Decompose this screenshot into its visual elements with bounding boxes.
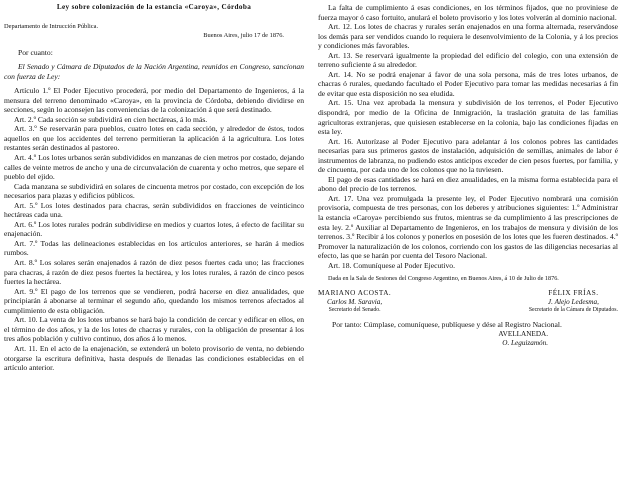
- secretary-name: J. Alejo Ledesma,: [547, 298, 599, 307]
- department-line: Departamento de Intrucción Pública.: [4, 23, 99, 30]
- article-paragraph: Art. 9.º El pago de los terrenos que se vendieren, podrá hacerse en diez anualidades, que principiarán á abonarse al terminar el segundo año, quedando los mismos terrenos afectados al cumplimiento de esta obligación.: [4, 286, 304, 315]
- final-signatures: [318, 330, 548, 348]
- article-paragraph: Art. 4.º Los lotes urbanos serán subdivididos en manzanas de cien metros por costado, dejando calles de veinte metros de ancho y una de circunvalación de cuarenta y ocho metros, que separe el pueblo del ejido.: [4, 153, 304, 182]
- article-paragraph: Artículo 1.º El Poder Ejecutivo procederá, por medio del Departamento de Ingenieros, á la mensura del terreno denominado «Caroya», en la provincia de Córdoba, debiendo dividirse en secciones, según lo aconsejen las conveniencias de la colonización á que será destinado.: [4, 86, 304, 115]
- article-paragraph: Art. 18. Comuníquese al Poder Ejecutivo.: [328, 260, 455, 270]
- signatory-name: MARIANO ACOSTA.: [318, 289, 392, 298]
- signatures: [318, 289, 618, 314]
- article-paragraph: Art. 7.º Todas las delineaciones establecidas en los artículos anteriores, se harán á medios rumbos.: [4, 238, 304, 258]
- preamble: El Senado y Cámara de Diputados de la Nación Argentina, reunidos en Congreso, sancionan con fuerza de Ley:: [4, 62, 304, 81]
- article-paragraph: El pago de esas cantidades se hará en diez anualidades, en la misma forma establecida para el abono del precio de los terrenos.: [318, 174, 618, 194]
- article-paragraph: Art. 17. Una vez promulgada la presente ley, el Poder Ejecutivo nombrará una comisión provisoria, compuesta de tres personas, con los deberes y atribuciones siguientes: 1.º Administrar la estancia «Caroya» percibiendo sus frutos, mientras se da cumplimiento á las prescripciones de esta ley. 2.º Auxiliar al Departamento de Ingenieros, en los trabajos de mensura y división de los terrenos. 3.º Recibir á los colonos y ponerlos en posesión de los lotes que les fueren destinados. 4.º Promover la naturalización de los colonos, corriendo con los gastos de las diligencias necesarias al efecto, las que se harán por cuenta del Tesoro Nacional.: [318, 193, 618, 261]
- article-paragraph: Art. 5.º Los lotes destinados para chacras, serán subdivididos en fracciones de veinticinco hectáreas cada una.: [4, 200, 304, 220]
- right-column: [318, 3, 618, 348]
- minister-name: O. Leguizamón.: [502, 339, 548, 348]
- article-paragraph: Cada manzana se subdividirá en solares de cincuenta metros por costado, con excepción de los necesarios para plazas y edificios públicos.: [4, 181, 304, 201]
- article-paragraph: Art. 16. Autorízase al Poder Ejecutivo para adelantar á los colonos pobres las cantidades necesarias para sus primeros gastos de instalación, adquisición de semillas, animales de labor é instrumentos de labranza, no pudiendo estos anticipos exceder de cien pesos fuertes, por familia, y de cincuenta, por cada uno de los colonos que no la tuviesen.: [318, 136, 618, 175]
- signature-deputies: [529, 289, 618, 314]
- por-cuanto: Por cuanto:: [18, 48, 53, 57]
- secretary-name: Carlos M. Saravia,: [327, 298, 383, 307]
- article-paragraph: Art. 11. En el acto de la enajenación, se extenderá un boleto provisorio de venta, no debiendo otorgarse la escritura definitiva, hasta después de llenadas las condiciones establecidas en el artículo anterior.: [4, 343, 304, 373]
- president-name: AVELLANEDA.: [498, 329, 548, 338]
- signatory-name: FÉLIX FRÍAS.: [548, 289, 599, 298]
- article-paragraph: Art. 14. No se podrá enajenar á favor de una sola persona, más de tres lotes urbanos, de chacras ó rurales, quedando facultado el Poder Ejecutivo para tomar las medidas necesarias á fin de evitar que esta disposición no sea eludida.: [318, 69, 618, 98]
- article-paragraph: Art. 13. Se reservará igualmente la propiedad del edificio del colegio, con una extensión de terreno suficiente á su alrededor.: [318, 50, 618, 70]
- article-paragraph: La falta de cumplimiento á esas condiciones, en los términos fijados, que no proviniese de fuerza mayor ó caso fortuito, anulará el boleto provisorio y los lotes volverán al dominio nacional.: [318, 3, 618, 22]
- enactment-line: Dada en la Sala de Sesiones del Congreso Argentino, en Buenos Aires, á 10 de Julio de 1876.: [328, 275, 559, 283]
- left-column: [4, 3, 304, 373]
- left-articles: [4, 86, 304, 372]
- law-title: Ley sobre colonización de la estancia «Caroya», Córdoba: [56, 3, 252, 11]
- article-paragraph: Art. 15. Una vez aprobada la mensura y subdivisión de los terrenos, el Poder Ejecutivo dispondrá, por medio de la Oficina de Inmigración, la traslación gratuita de las familias agricultoras extranjeras, que quisiesen establecerse en la colonia, bajo las condiciones fijadas en esta ley.: [318, 98, 618, 137]
- closing-decree: Por tanto: Cúmplase, comuníquese, publíquese y dése al Registro Nacional.: [332, 320, 562, 330]
- article-paragraph: Art. 12. Los lotes de chacras y rurales serán enajenados en una forma alternada, reservándose los demás para ser vendidos cuando lo requiera le desenvolvimiento de la Colonia, y á los precios y condiciones más favorables.: [318, 22, 618, 51]
- article-paragraph: Art. 8.º Los solares serán enajenados á razón de diez pesos fuertes cada uno; las fracciones para chacras, á razón de diez pesos fuertes la hectárea, y los lotes rurales, á razón de cinco pesos fuertes la hectárea.: [4, 258, 304, 287]
- article-paragraph: Art. 6.º Los lotes rurales podrán subdividirse en medios y cuartos lotes, á efecto de facilitar su enajenación.: [4, 219, 304, 239]
- article-paragraph: Art. 2.º Cada sección se subdividirá en cien hectáreas, á lo más.: [14, 114, 208, 124]
- date-line: Buenos Aires, julio 17 de 1876.: [203, 32, 284, 39]
- secretary-role: Secretario del Senado.: [328, 307, 381, 314]
- article-paragraph: Art. 10. La venta de los lotes urbanos se hará bajo la condición de cercar y edificar en ellos, en el término de dos años, y la de los lotes de chacras y rurales, con la obligación de presentar á los tres años población y cultivo continuo, dos años á lo menos.: [4, 315, 304, 344]
- secretary-role: Secretario de la Cámara de Diputados.: [528, 307, 618, 314]
- signature-senate: [318, 289, 391, 314]
- right-articles: [318, 3, 618, 270]
- article-paragraph: Art. 3.º Se reservarán para pueblos, cuatro lotes en cada sección, y alrededor de éstos, todos aquellos en que los accidentes del terreno permitieran la aplicación á la agricultura. Los lotes restantes serán destinados al pastoreo.: [4, 124, 304, 153]
